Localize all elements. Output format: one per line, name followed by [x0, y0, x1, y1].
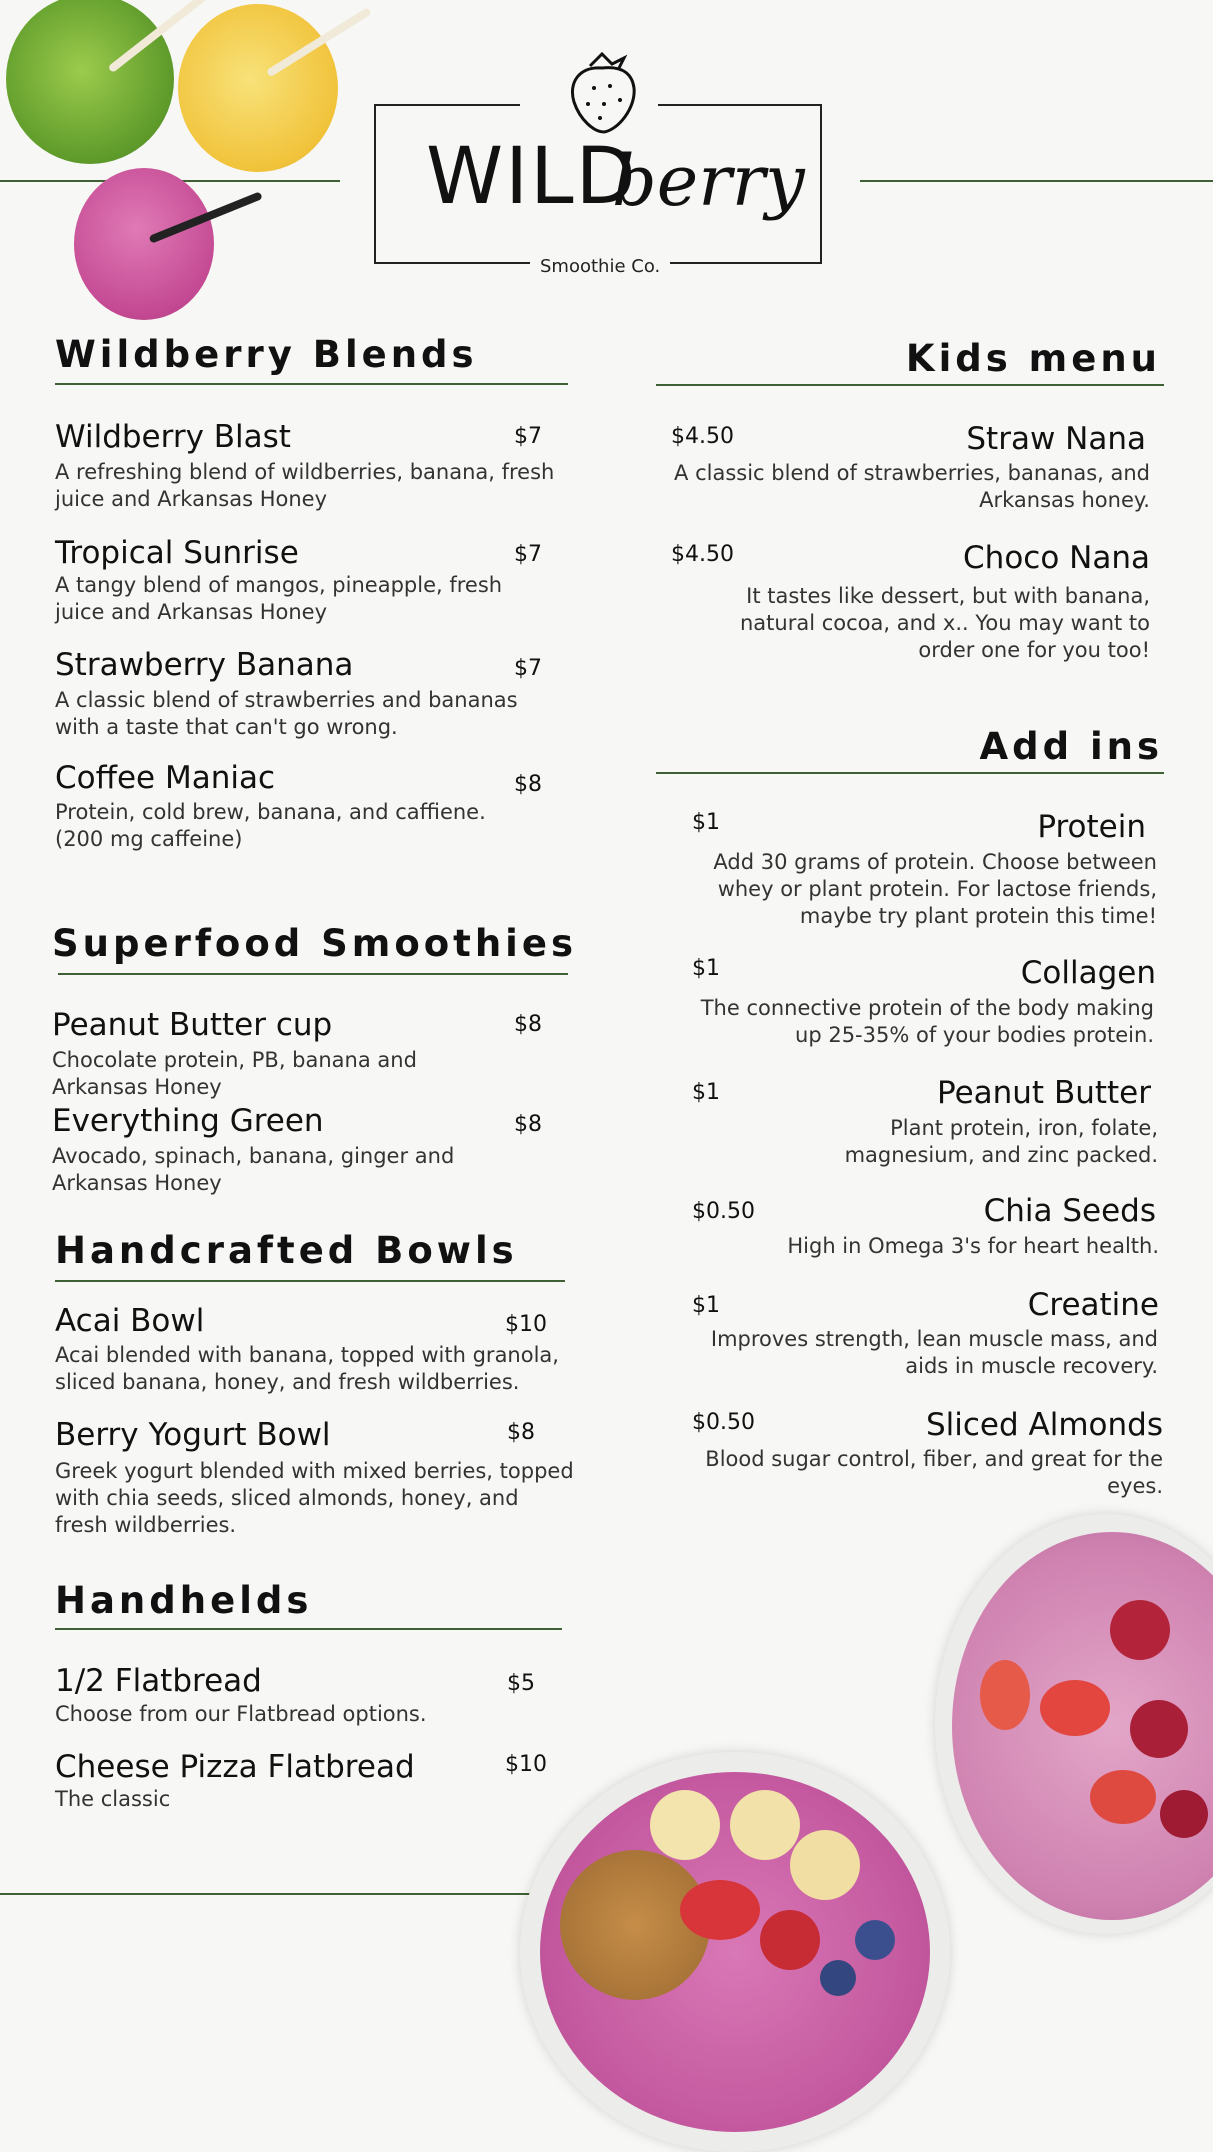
section-rule	[55, 383, 568, 385]
menu-item-desc: Greek yogurt blended with mixed berries, topped with chia seeds, sliced almonds, honey, and fresh wildberries.	[55, 1459, 574, 1537]
menu-item-desc: Plant protein, iron, folate, magnesium, and zinc packed.	[844, 1116, 1158, 1167]
menu-item-name: Peanut Butter cup	[52, 1007, 333, 1043]
menu-item-name: Sliced Almonds	[925, 1407, 1163, 1443]
menu-item-name: 1/2 Flatbread	[55, 1663, 262, 1699]
menu-item-price: $8	[507, 1420, 535, 1445]
strawberry-icon	[560, 48, 644, 136]
menu-item-price: $4.50	[671, 542, 734, 567]
menu-item-name: Coffee Maniac	[55, 760, 276, 796]
section-title-bowls: Handcrafted Bowls	[55, 1229, 518, 1272]
menu-item-name: Collagen	[1020, 955, 1156, 991]
menu-item-price: $8	[514, 1012, 542, 1037]
menu-item-price: $0.50	[692, 1410, 755, 1435]
menu-item-name: Acai Bowl	[55, 1303, 205, 1339]
section-rule	[55, 1628, 562, 1630]
menu-item-name: Protein	[1037, 809, 1146, 845]
logo-berry-text: berry	[612, 140, 805, 222]
header-rule-right	[860, 180, 1213, 182]
menu-item-desc: A refreshing blend of wildberries, banana, fresh juice and Arkansas Honey	[55, 460, 555, 511]
menu-item-desc: Add 30 grams of protein. Choose between whey or plant protein. For lactose friends, maybe try plant protein this time!	[713, 850, 1157, 928]
section-title-blends: Wildberry Blends	[55, 333, 478, 376]
menu-item-price: $10	[505, 1752, 547, 1777]
section-rule	[55, 1280, 565, 1282]
menu-item-name: Choco Nana	[963, 540, 1150, 576]
menu-item-name: Strawberry Banana	[55, 647, 354, 683]
menu-item-name: Everything Green	[52, 1103, 324, 1139]
menu-item-price: $5	[507, 1671, 535, 1696]
menu-item-price: $8	[514, 1112, 542, 1137]
logo-wild-text: WILD	[426, 132, 638, 222]
menu-item-desc: Chocolate protein, PB, banana and Arkansas Honey	[52, 1048, 417, 1099]
menu-item-desc: Acai blended with banana, topped with granola, sliced banana, honey, and fresh wildberries.	[55, 1343, 559, 1394]
menu-item-name: Wildberry Blast	[55, 419, 291, 455]
section-title-addins: Add ins	[979, 725, 1163, 768]
menu-item-desc: A classic blend of strawberries and bananas with a taste that can't go wrong.	[55, 688, 518, 739]
section-rule	[656, 384, 1164, 386]
menu-item-name: Peanut Butter	[936, 1075, 1151, 1111]
menu-item-desc: Protein, cold brew, banana, and caffiene. (200 mg caffeine)	[55, 800, 486, 851]
menu-item-desc: It tastes like dessert, but with banana, natural cocoa, and x.. You may want to order one for you too!	[739, 584, 1150, 662]
section-title-kids: Kids menu	[905, 337, 1161, 380]
menu-item-price: $1	[692, 1293, 720, 1318]
menu-item-name: Chia Seeds	[983, 1193, 1156, 1229]
menu-item-price: $7	[514, 656, 542, 681]
section-title-superfood: Superfood Smoothies	[52, 922, 577, 965]
menu-item-price: $10	[505, 1312, 547, 1337]
menu-item-desc: Avocado, spinach, banana, ginger and Arkansas Honey	[52, 1144, 455, 1195]
menu-item-name: Tropical Sunrise	[55, 535, 299, 571]
menu-item-name: Straw Nana	[966, 421, 1146, 457]
menu-item-name: Creatine	[1027, 1287, 1159, 1323]
menu-item-name: Berry Yogurt Bowl	[55, 1417, 331, 1453]
menu-item-price: $7	[514, 542, 542, 567]
menu-item-desc: The connective protein of the body making up 25-35% of your bodies protein.	[700, 996, 1154, 1047]
section-title-handhelds: Handhelds	[55, 1579, 313, 1622]
menu-item-price: $1	[692, 810, 720, 835]
menu-item-desc: The classic	[55, 1787, 171, 1811]
menu-item-desc: Improves strength, lean muscle mass, and aids in muscle recovery.	[710, 1327, 1158, 1378]
menu-item-price: $1	[692, 956, 720, 981]
menu-item-desc: A tangy blend of mangos, pineapple, fresh juice and Arkansas Honey	[55, 573, 503, 624]
menu-item-price: $8	[514, 772, 542, 797]
menu-item-desc: Blood sugar control, fiber, and great for the eyes.	[705, 1447, 1163, 1498]
menu-item-desc: High in Omega 3's for heart health.	[787, 1234, 1159, 1258]
menu-item-price: $0.50	[692, 1199, 755, 1224]
footer-rule-left	[0, 1893, 530, 1895]
menu-item-price: $4.50	[671, 424, 734, 449]
logo-subtitle: Smoothie Co.	[530, 256, 670, 277]
menu-item-desc: A classic blend of strawberries, bananas, and Arkansas honey.	[674, 461, 1150, 512]
menu-item-name: Cheese Pizza Flatbread	[55, 1749, 415, 1785]
menu-item-price: $1	[692, 1080, 720, 1105]
menu-item-desc: Choose from our Flatbread options.	[55, 1702, 427, 1726]
section-rule	[656, 772, 1164, 774]
section-rule	[58, 973, 568, 975]
menu-item-price: $7	[514, 424, 542, 449]
